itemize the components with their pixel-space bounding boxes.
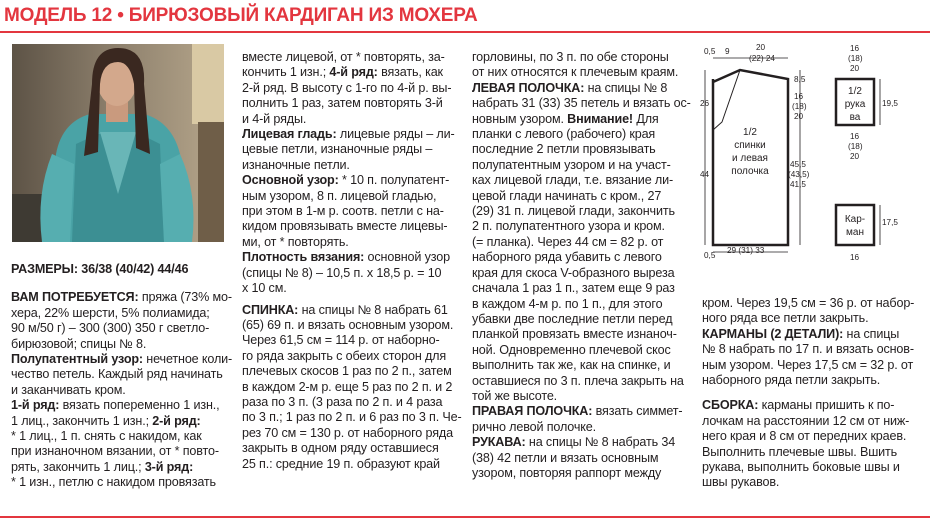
m-435: (43,5) — [788, 170, 810, 179]
m-05-bot: 0,5 — [704, 251, 716, 260]
row-1: 1-й ряд: вязать попеременно 1 изн., — [11, 398, 220, 413]
label-back-4: полочка — [731, 166, 769, 177]
label-back-2: спинки — [734, 140, 766, 151]
m-415: 41,5 — [790, 180, 806, 189]
s-16b: 16 — [850, 132, 860, 141]
page-title: МОДЕЛЬ 12 • БИРЮЗОВЫЙ КАРДИГАН ИЗ МОХЕРА — [4, 5, 478, 26]
row-4: кончить 1 изн.; 4-й ряд: вязать, как — [242, 65, 443, 80]
s-18t: (18) — [848, 54, 863, 63]
left-front-heading: ЛЕВАЯ ПОЛОЧКА: на спицы № 8 — [472, 80, 668, 95]
model-photo — [12, 44, 224, 242]
s-16t: 16 — [850, 44, 860, 53]
label-back-1: 1/2 — [743, 127, 757, 138]
m-18a: (18) — [792, 102, 807, 111]
stockinette-paragraph: Лицевая гладь: лицевые ряды – ли- — [242, 127, 455, 142]
column-4: кром. Через 19,5 см = 36 р. от набор- ного ряда все петли закрыть. КАРМАНЫ (2 ДЕТАЛИ): на спицы № 8 набрать по 17 п. и вязать основ- ным узором. Через 17,5 см = 32 р. от наборного ряда петли закрыть. СБОРКА: карманы пришить к по- лочкам на расстоянии 12 см от ниж- него края и 8 см от передних краев. Выполнить плечевые швы. Вшить рукава, выполнить боковые швы и швы рукавов. — [702, 296, 915, 490]
m-29: 29 (31) 33 — [727, 246, 765, 255]
m-20a: 20 — [794, 112, 804, 121]
schematic-diagram — [700, 42, 926, 268]
column-3: горловины, по 3 п. по обе стороны от них относятся к плечевым краям. ЛЕВАЯ ПОЛОЧКА: на спицы № 8 набрать 31 (33) 35 петель и вязать ос- новным узором. Внимание! Для планки с левого (рабочего) края последние 2 петли провязывать полупатентным узором и на участ- ках лицевой глади, т.е. вязание ли- цевой глади начинать с кром., 27 (29) 31 п. лицевой глади, закончить 2 п. полупатентного узора и кром. (= планка). Через 44 см = 82 р. от наборного ряда убавить с левого края для скоса V-образного выреза сначала 1 раз 1 п., затем еще 9 раз в каждом 4-м р. по 1 п., для этого убавки две последние петли перед планкой провязать вместе изнаноч- ной. Одновременно плечевой скос выполнить так же, как на спинке, и оставшиеся по 3 п. плеча закрыть на той же высоте. ПРАВАЯ ПОЛОЧКА: вязать симмет- рично левой полочке. РУКАВА: на спицы № 8 набрать 34 (38) 42 петли и вязать основным узором, повторяя раппорт между — [472, 50, 691, 480]
s-18b: (18) — [848, 142, 863, 151]
m-85: 8,5 — [794, 75, 806, 84]
sleeve-label-1: 1/2 — [848, 86, 862, 97]
pockets-heading: КАРМАНЫ (2 ДЕТАЛИ): на спицы — [702, 326, 900, 341]
main-pattern-paragraph: Основной узор: * 10 п. полупатент- — [242, 173, 450, 188]
row-3: рять, закончить 1 лиц.; 3-й ряд: — [11, 459, 194, 474]
m-26: 26 — [700, 99, 710, 108]
row-2: 1 лиц., закончить 1 изн.; 2-й ряд: — [11, 413, 201, 428]
s-20b: 20 — [850, 152, 860, 161]
sleeve-label-3: ва — [849, 112, 861, 123]
column-2: вместе лицевой, от * повторять, за- кончить 1 изн.; 4-й ряд: вязать, как 2-й ряд. В высоту с 1-го по 4-й р. вы- полнить 1 раз, затем повторять 3-й и 4-й ряды. Лицевая гладь: лицевые ряды – ли- цевые петли, изнаночные ряды – изнаночные петли. Основной узор: * 10 п. полупатент- ным узором, 8 п. лицевой гладью, при этом в 1-м р. соотв. петли с на- кидом провязывать вместе лицевы- ми, от * повторять. Плотность вязания: основной узор (спицы № 8) – 10,5 п. х 18,5 р. = 10 х 10 см. СПИНКА: на спицы № 8 набрать 61 (65) 69 п. и вязать основным узором. Через 61,5 см = 114 р. от наборно- го ряда закрыть с обеих сторон для плечевых скосов 1 раз по 2 п., затем в каждом 2-м р. еще 5 раз по 2 п. и 2 раза по 3 п. (3 раза по 2 п. и 4 раза по 3 п.; 1 раз по 2 п. и 6 раз по 3 п. Че- рез 70 см = 130 р. от наборного ряда закрыть в одном ряду оставшиеся 25 п.: средние 19 п. образуют край — [242, 50, 462, 471]
m-20-top: 20 — [756, 43, 766, 52]
sleeves-heading: РУКАВА: на спицы № 8 набрать 34 — [472, 435, 676, 450]
p-16: 16 — [850, 253, 860, 262]
semi-patent-paragraph: Полупатентный узор: нечетное коли- — [11, 352, 233, 367]
model-photo-illustration — [12, 44, 224, 242]
right-front-heading: ПРАВАЯ ПОЛОЧКА: вязать симмет- — [472, 404, 683, 419]
s-20t: 20 — [850, 64, 860, 73]
attention-note: новным узором. Внимание! Для — [472, 111, 659, 126]
label-back-3: и левая — [732, 153, 768, 164]
pocket-outline — [836, 205, 874, 245]
assembly-heading: СБОРКА: карманы пришить к по- — [702, 398, 895, 413]
pocket-label-2: ман — [846, 227, 864, 238]
s-195: 19,5 — [882, 99, 898, 108]
column-1: РАЗМЕРЫ: 36/38 (40/42) 44/46 ВАМ ПОТРЕБУЕТСЯ: пряжа (73% мо- хера, 22% шерсти, 5% полиамида; 90 м/50 г) – 300 (300) 350 г светло- бирюзовой; спицы № 8. Полупатентный узор: нечетное коли- чество петель. Каждый ряд начинать и заканчивать кром. 1-й ряд: вязать попеременно 1 изн., 1 лиц., закончить 1 изн.; 2-й ряд: * 1 лиц., 1 п. снять с накидом, как при изнаночном вязании, от * повто- рять, закончить 1 лиц.; 3-й ряд: * 1 изн., петлю с накидом провязать — [11, 262, 233, 490]
m-22-24: (22) 24 — [749, 54, 775, 63]
sleeve-label-2: рука — [844, 99, 866, 110]
materials-paragraph: ВАМ ПОТРЕБУЕТСЯ: пряжа (73% мо- — [11, 290, 232, 305]
title-rule — [0, 31, 930, 33]
gauge-paragraph: Плотность вязания: основной узор — [242, 250, 450, 265]
sizes-heading: РАЗМЕРЫ: 36/38 (40/42) 44/46 — [11, 262, 189, 276]
m-44: 44 — [700, 170, 710, 179]
m-16a: 16 — [794, 92, 804, 101]
pocket-label-1: Кар- — [844, 214, 866, 225]
m-05-top: 0,5 — [704, 47, 716, 56]
p-175: 17,5 — [882, 218, 898, 227]
m-455: 45,5 — [790, 160, 806, 169]
m-9: 9 — [725, 47, 730, 56]
back-heading: СПИНКА: на спицы № 8 набрать 61 — [242, 302, 448, 317]
